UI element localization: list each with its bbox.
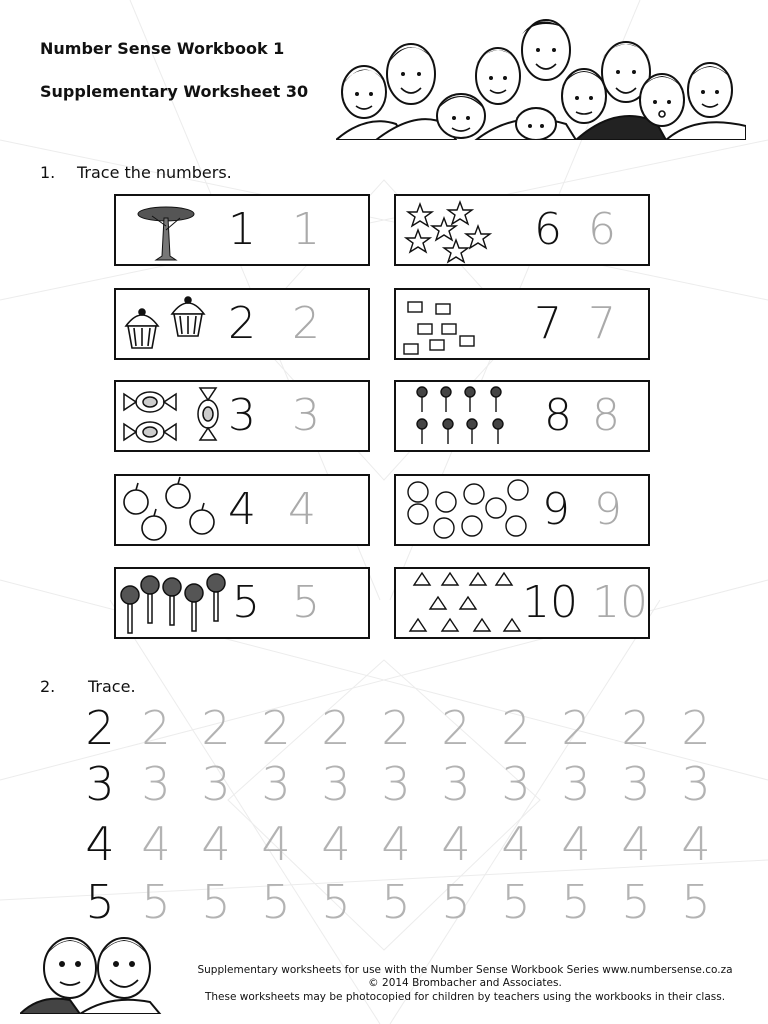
trace-row-ghost-digit[interactable]: 3 [681, 757, 711, 811]
trace-row-ghost-digit[interactable]: 4 [381, 817, 411, 871]
count-box-trace-digit[interactable]: 7 [588, 298, 616, 349]
trace-row-4 [80, 816, 720, 876]
trace-row-ghost-digit[interactable]: 5 [261, 875, 291, 929]
count-box-6 [394, 194, 650, 266]
count-box-digit: 8 [544, 390, 572, 441]
count-box-trace-digit[interactable]: 3 [292, 390, 320, 441]
count-box-digit: 9 [542, 484, 570, 535]
trace-row-ghost-digit[interactable]: 2 [261, 701, 291, 755]
trace-row-ghost-digit[interactable]: 4 [621, 817, 651, 871]
footer-series-note: Supplementary worksheets for use with the Number Sense Workbook Series www.numbersense.co.za [197, 964, 733, 976]
trace-row-ghost-digit[interactable]: 2 [321, 701, 351, 755]
count-box-digit: 4 [228, 484, 256, 535]
count-box-trace-digit[interactable]: 4 [288, 484, 316, 535]
trace-row-ghost-digit[interactable]: 3 [201, 757, 231, 811]
count-box-10 [394, 567, 650, 639]
trace-row-ghost-digit[interactable]: 2 [621, 701, 651, 755]
trace-row-ghost-digit[interactable]: 2 [501, 701, 531, 755]
trace-row-ghost-digit[interactable]: 2 [201, 701, 231, 755]
trace-row-ghost-digit[interactable]: 4 [441, 817, 471, 871]
trace-row-ghost-digit[interactable]: 3 [141, 757, 171, 811]
two-children-illustration [20, 928, 170, 1014]
trace-row-ghost-digit[interactable]: 2 [141, 701, 171, 755]
trace-row-ghost-digit[interactable]: 5 [441, 875, 471, 929]
trace-row-ghost-digit[interactable]: 4 [261, 817, 291, 871]
question-1-number: 1. [40, 163, 56, 182]
worksheet-title: Supplementary Worksheet 30 [40, 82, 309, 101]
trace-row-ghost-digit[interactable]: 4 [501, 817, 531, 871]
trace-row-ghost-digit[interactable]: 3 [261, 757, 291, 811]
trace-row-ghost-digit[interactable]: 5 [501, 875, 531, 929]
trace-row-ghost-digit[interactable]: 2 [381, 701, 411, 755]
trace-row-ghost-digit[interactable]: 4 [141, 817, 171, 871]
count-box-digit: 10 [522, 577, 578, 628]
count-box-digit: 6 [534, 204, 562, 255]
trace-row-ghost-digit[interactable]: 5 [561, 875, 591, 929]
trace-row-ghost-digit[interactable]: 3 [321, 757, 351, 811]
footer-photocopy-note: These worksheets may be photocopied for children by teachers using the workbooks in their class. [204, 991, 726, 1003]
trace-row-5 [80, 874, 720, 934]
trace-row-3 [80, 756, 720, 816]
count-box-digit: 2 [228, 298, 256, 349]
trace-row-ghost-digit[interactable]: 4 [561, 817, 591, 871]
count-box-1 [114, 194, 370, 266]
trace-row-ghost-digit[interactable]: 4 [201, 817, 231, 871]
trace-row-model-digit: 3 [85, 757, 115, 811]
trace-row-ghost-digit[interactable]: 5 [321, 875, 351, 929]
count-box-trace-digit[interactable]: 8 [592, 390, 620, 441]
count-box-9 [394, 474, 650, 546]
count-box-digit: 3 [228, 390, 256, 441]
count-box-digit: 7 [534, 298, 562, 349]
count-box-3 [114, 380, 370, 452]
trace-row-model-digit: 2 [85, 701, 115, 755]
trace-row-ghost-digit[interactable]: 5 [201, 875, 231, 929]
trace-row-ghost-digit[interactable]: 3 [381, 757, 411, 811]
trace-row-ghost-digit[interactable]: 2 [441, 701, 471, 755]
count-box-4 [114, 474, 370, 546]
count-box-2 [114, 288, 370, 360]
trace-row-model-digit: 4 [85, 817, 115, 871]
children-group-illustration [336, 14, 746, 140]
count-box-8 [394, 380, 650, 452]
count-box-trace-digit[interactable]: 1 [292, 204, 320, 255]
question-2-number: 2. [40, 677, 56, 696]
count-box-digit: 1 [228, 204, 256, 255]
trace-row-ghost-digit[interactable]: 5 [621, 875, 651, 929]
count-box-trace-digit[interactable]: 5 [292, 577, 320, 628]
count-box-7 [394, 288, 650, 360]
trace-row-ghost-digit[interactable]: 3 [501, 757, 531, 811]
trace-row-ghost-digit[interactable]: 5 [141, 875, 171, 929]
trace-row-model-digit: 5 [85, 875, 115, 929]
trace-row-ghost-digit[interactable]: 2 [681, 701, 711, 755]
count-box-trace-digit[interactable]: 10 [592, 577, 648, 628]
trace-row-ghost-digit[interactable]: 5 [381, 875, 411, 929]
question-2-instruction: Trace. [88, 677, 136, 696]
question-1-instruction: Trace the numbers. [77, 163, 232, 182]
trace-row-ghost-digit[interactable]: 3 [561, 757, 591, 811]
trace-row-ghost-digit[interactable]: 2 [561, 701, 591, 755]
count-box-5 [114, 567, 370, 639]
count-box-digit: 5 [232, 577, 260, 628]
trace-row-ghost-digit[interactable]: 3 [441, 757, 471, 811]
trace-row-2 [80, 700, 720, 760]
trace-row-ghost-digit[interactable]: 4 [681, 817, 711, 871]
trace-row-ghost-digit[interactable]: 4 [321, 817, 351, 871]
footer-copyright: © 2014 Brombacher and Associates. [368, 977, 562, 989]
trace-row-ghost-digit[interactable]: 5 [681, 875, 711, 929]
trace-row-ghost-digit[interactable]: 3 [621, 757, 651, 811]
count-box-trace-digit[interactable]: 9 [594, 484, 622, 535]
workbook-title: Number Sense Workbook 1 [40, 39, 285, 58]
count-box-trace-digit[interactable]: 6 [588, 204, 616, 255]
count-box-trace-digit[interactable]: 2 [292, 298, 320, 349]
